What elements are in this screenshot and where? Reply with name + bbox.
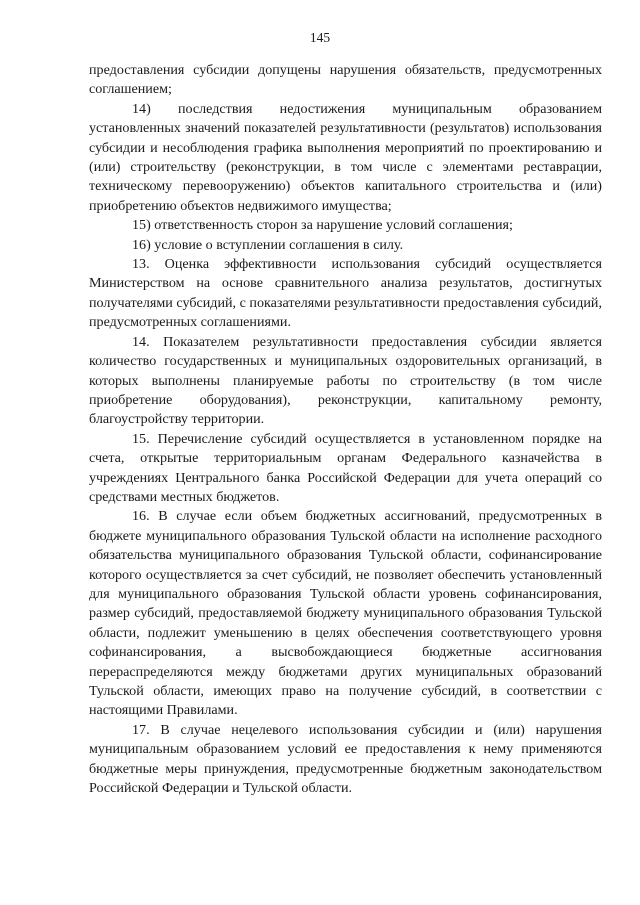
paragraph-item-16: 16) условие о вступлении соглашения в силу. bbox=[132, 236, 404, 253]
paragraph-item-15: 15) ответственность сторон за нарушение условий соглашения; bbox=[132, 217, 513, 234]
paragraph-clause-16: 16. В случае если объем бюджетных ассигнований, предусмотренных в бюджете муниципального образования Тульской области на исполнение расходного обязательства муниципального образования Тульской области, софинансирование которого осуществляется за счет субсидий, не позволяет обеспечить установленный для муниципального образования Тульской области уровень софинансирования, размер субсидий, предоставляемой бюджету муниципального образования Тульской области, подлежит уменьшению в целях обеспечения соответствующего уровня софинансирования, а высвобождающиеся бюджетные ассигнования перераспределяются между бюджетами других муниципальных образований Тульской области, имеющих право на получение субсидий, в соответствии с настоящими Правилами. bbox=[89, 508, 602, 719]
paragraph-continuation: предоставления субсидии допущены нарушения обязательств, предусмотренных соглашением; bbox=[89, 62, 602, 98]
paragraph-clause-13: 13. Оценка эффективности использования субсидий осуществляется Министерством на основе сравнительного анализа результатов, достигнутых получателями субсидий, с показателями результативности предоставления субсидий, предусмотренных соглашениями. bbox=[89, 256, 602, 331]
page-number: 145 bbox=[309, 30, 331, 45]
paragraph-clause-15: 15. Перечисление субсидий осуществляется в установленном порядке на счета, открытые территориальным органам Федерального казначейства в учреждениях Центрального банка Российской Федерации для учета операций со средствами местных бюджетов. bbox=[89, 430, 602, 505]
paragraph-clause-14: 14. Показателем результативности предоставления субсидии является количество государственных и муниципальных оздоровительных организаций, в которых выполнены планируемые работы по строительству (в том числе приобретение оборудования), реконструкции, капитальному ремонту, благоустройству территории. bbox=[89, 333, 602, 428]
paragraph-item-14: 14) последствия недостижения муниципальным образованием установленных значений показателей результативности (результатов) использования субсидии и несоблюдения графика выполнения мероприятий по проектированию и (или) строительству (реконструкции, в том числе с элементами реставрации, техническому перевооружению) объектов капитального строительства и (или) приобретению объектов недвижимого имущества; bbox=[89, 100, 602, 214]
paragraph-clause-17: 17. В случае нецелевого использования субсидии и (или) нарушения муниципальным образованием условий ее предоставления к нему применяются бюджетные меры принуждения, предусмотренные бюджетным законодательством Российской Федерации и Тульской области. bbox=[89, 721, 602, 797]
document-body bbox=[89, 61, 602, 798]
